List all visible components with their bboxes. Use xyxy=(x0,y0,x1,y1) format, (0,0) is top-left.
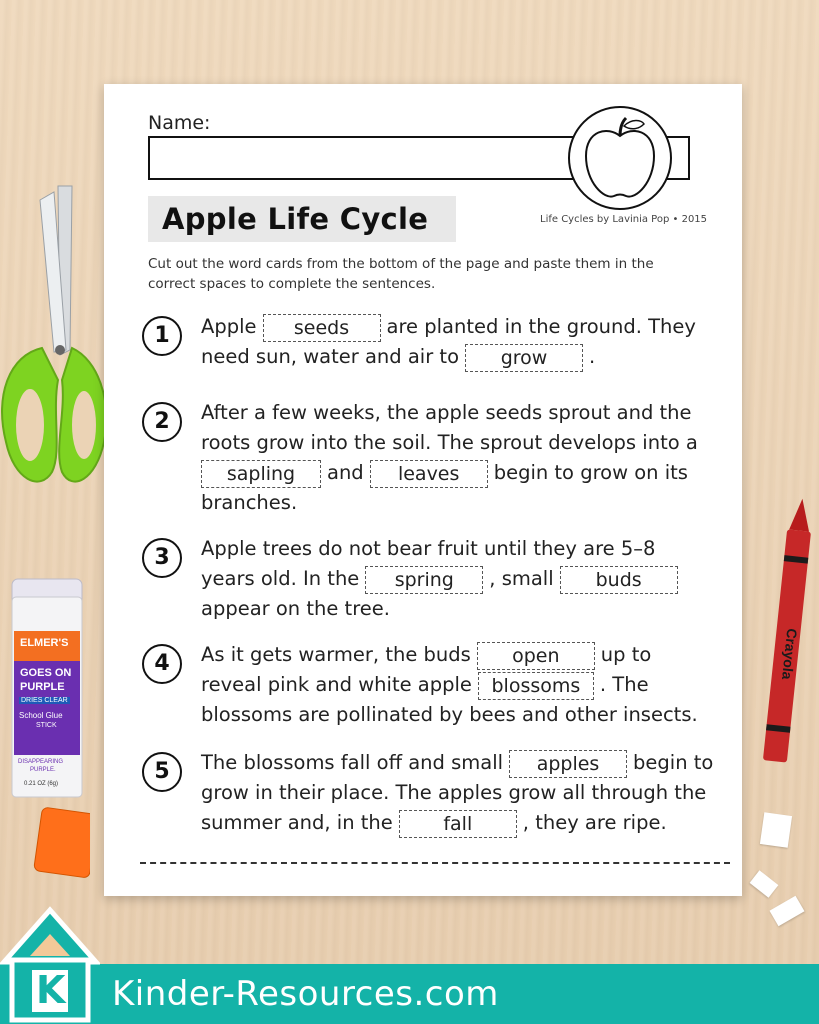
glue-stick-icon xyxy=(10,575,90,895)
answer-blank-grow[interactable]: grow xyxy=(465,344,583,372)
step-line xyxy=(198,700,698,730)
step-text xyxy=(198,640,698,730)
answer-blank-apples[interactable]: apples xyxy=(509,750,627,778)
answer-blank-spring[interactable]: spring xyxy=(365,566,483,594)
instructions: Cut out the word cards from the bottom of the page and paste them in the correct spaces to complete the sentences. xyxy=(148,256,654,292)
step-line xyxy=(198,488,698,518)
answer-blank-open[interactable]: open xyxy=(477,642,595,670)
answer-blank-seeds[interactable]: seeds xyxy=(263,314,381,342)
paper-scrap xyxy=(760,812,792,848)
sentence-text: summer and, in the xyxy=(201,811,393,834)
sentence-text: , small xyxy=(489,567,554,590)
sentence-text: years old. In the xyxy=(201,567,360,590)
glue-line-7: PURPLE. xyxy=(30,767,56,773)
sentence-text: up to xyxy=(600,643,652,666)
glue-line-2: PURPLE xyxy=(20,681,65,693)
footer-banner xyxy=(0,964,819,1024)
apple-badge xyxy=(568,106,672,210)
sentence-text: , they are ripe. xyxy=(522,811,667,834)
step-line xyxy=(198,342,698,372)
sentence-text: blossoms are pollinated by bees and other insects. xyxy=(201,703,698,726)
sentence-text: begin to grow on its xyxy=(493,461,688,484)
sentence-text: grow in their place. The apples grow all through the xyxy=(201,781,707,804)
page-title: Apple Life Cycle xyxy=(162,202,429,236)
paper-scrap xyxy=(770,896,805,927)
step-line xyxy=(198,312,698,342)
step-line xyxy=(198,640,698,670)
step-number: 1 xyxy=(142,316,182,356)
paper-scrap xyxy=(750,870,779,897)
apple-icon xyxy=(582,116,658,202)
glue-line-5: STICK xyxy=(36,722,57,729)
step-line xyxy=(198,778,707,808)
name-label: Name: xyxy=(148,112,211,134)
answer-blank-sapling[interactable]: sapling xyxy=(201,460,321,488)
step-line xyxy=(198,428,698,458)
sentence-text: appear on the tree. xyxy=(201,597,390,620)
sentence-text: begin to xyxy=(633,751,714,774)
sentence-text: Apple trees do not bear fruit until they are 5–8 xyxy=(201,537,656,560)
step-text xyxy=(198,312,698,372)
step-line xyxy=(198,594,698,624)
step-line xyxy=(198,458,698,488)
step-text xyxy=(198,398,698,518)
crayon-label: Crayola xyxy=(779,627,801,681)
glue-line-1: GOES ON xyxy=(20,667,72,679)
scissors-icon xyxy=(0,180,110,510)
crayon xyxy=(758,496,818,780)
glue-stick xyxy=(10,575,90,899)
answer-blank-buds[interactable]: buds xyxy=(560,566,678,594)
glue-line-8: 0.21 OZ (6g) xyxy=(24,781,59,787)
site-name[interactable]: Kinder-Resources.com xyxy=(112,974,499,1014)
glue-line-6: DISAPPEARING xyxy=(18,759,64,765)
glue-line-3: DRIES CLEAR xyxy=(21,697,68,704)
worksheet xyxy=(104,84,742,896)
step-line xyxy=(198,808,698,838)
sentence-text: Apple xyxy=(201,315,257,338)
sentence-text: . xyxy=(589,345,596,368)
sentence-text: After a few weeks, the apple seeds sprout and the xyxy=(201,401,692,424)
sentence-text: As it gets warmer, the buds xyxy=(201,643,471,666)
step-line xyxy=(198,670,698,700)
step-number: 2 xyxy=(142,402,182,442)
answer-blank-blossoms[interactable]: blossoms xyxy=(478,672,594,700)
sentence-text: reveal pink and white apple xyxy=(201,673,472,696)
step-line xyxy=(198,748,714,778)
step-text xyxy=(198,748,714,838)
sentence-text: . The xyxy=(599,673,649,696)
step-line xyxy=(198,564,698,594)
step-number: 5 xyxy=(142,752,182,792)
logo-letter: K xyxy=(36,968,66,1012)
step-line xyxy=(198,534,698,564)
glue-line-4: School Glue xyxy=(19,711,63,720)
glue-brand: ELMER'S xyxy=(20,637,69,649)
sentence-text: need sun, water and air to xyxy=(201,345,460,368)
title-bar xyxy=(148,196,456,242)
step-number: 3 xyxy=(142,538,182,578)
credit-text: Life Cycles by Lavinia Pop • 2015 xyxy=(540,214,708,225)
answer-blank-leaves[interactable]: leaves xyxy=(370,460,488,488)
cut-line xyxy=(140,862,730,864)
step-text xyxy=(198,534,698,624)
sentence-text: branches. xyxy=(201,491,298,514)
step-number: 4 xyxy=(142,644,182,684)
sentence-text: and xyxy=(327,461,364,484)
step-line xyxy=(198,398,698,428)
answer-blank-fall[interactable]: fall xyxy=(399,810,517,838)
sentence-text: roots grow into the soil. The sprout develops into a xyxy=(201,431,698,454)
sentence-text: are planted in the ground. They xyxy=(386,315,696,338)
sentence-text: The blossoms fall off and small xyxy=(201,751,504,774)
